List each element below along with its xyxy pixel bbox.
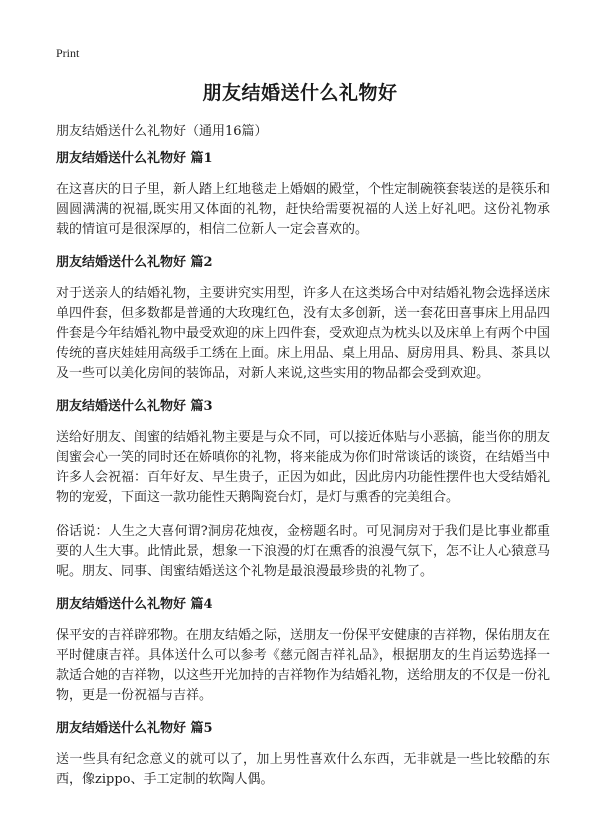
section-paragraph: 对于送亲人的结婚礼物，主要讲究实用型，许多人在这类场合中对结婚礼物会选择送床单四件套，但多数都是普通的大玫瑰红色，没有太多创新，送一套花田喜事床上用品四件套是今年结婚礼物中最受欢迎的床上四件套，受欢迎点为枕头以及床单上有两个中国传统的喜庆娃娃用高级手工绣在上面。床上用品、桌上用品、厨房用具、粉具、茶具以及一些可以美化房间的装饰品，对新人来说,这些实用的物品都会受到欢迎。 <box>56 286 551 381</box>
page-title: 朋友结婚送什么礼物好 <box>202 82 398 104</box>
section-paragraph: 在这喜庆的日子里，新人踏上红地毯走上婚姻的殿堂，个性定制碗筷套装送的是筷乐和圆圆满满的祝福,既实用又体面的礼物，赶快给需要祝福的人送上好礼吧。这份礼物承载的情谊可是很深厚的，相信二位新人一定会喜欢的。 <box>56 182 551 237</box>
section-heading: 朋友结婚送什么礼物好 篇3 <box>56 399 213 414</box>
section-paragraph: 俗话说：人生之大喜何谓?洞房花烛夜，金榜题名时。可见洞房对于我们是比事业都重要的人生大事。此情此景，想象一下浪漫的灯在熏香的浪漫气氛下，怎不让人心猿意马呢。朋友、同事、闺蜜结婚送这个礼物是最浪漫最珍贵的礼物了。 <box>56 524 551 579</box>
section-heading: 朋友结婚送什么礼物好 篇1 <box>56 151 213 166</box>
section-paragraph: 送一些具有纪念意义的就可以了，加上男性喜欢什么东西，无非就是一些比较酷的东西，像zippo、手工定制的软陶人偶。 <box>56 752 550 787</box>
section-heading: 朋友结婚送什么礼物好 篇4 <box>56 597 213 612</box>
section-paragraph: 送给好朋友、闺蜜的结婚礼物主要是与众不同，可以接近体贴与小恶搞，能当你的朋友闺蜜会心一笑的同时还在娇嗔你的礼物，将来能成为你们时常谈话的谈资，在结婚当中许多人会祝福：百年好友、早生贵子，正因为如此，因此房内功能性摆件也大受结婚礼物的宠爱，下面这一款功能性天鹅陶瓷台灯，是灯与熏香的完美组合。 <box>56 430 551 505</box>
section-heading: 朋友结婚送什么礼物好 篇2 <box>56 255 213 270</box>
document-body <box>56 150 550 804</box>
section-heading: 朋友结婚送什么礼物好 篇5 <box>56 721 213 736</box>
document-subtitle: 朋友结婚送什么礼物好（通用16篇） <box>56 124 268 139</box>
section-paragraph: 保平安的吉祥辟邪物。在朋友结婚之际，送朋友一份保平安健康的吉祥物，保佑朋友在平时健康吉祥。具体送什么可以参考《慈元阁吉祥礼品》，根据朋友的生肖运势选择一款适合她的吉祥物，以这些开光加持的吉祥物作为结婚礼物，送给朋友的不仅是一份礼物，更是一份祝福与吉祥。 <box>56 628 551 703</box>
print-link[interactable]: Print <box>56 46 80 60</box>
